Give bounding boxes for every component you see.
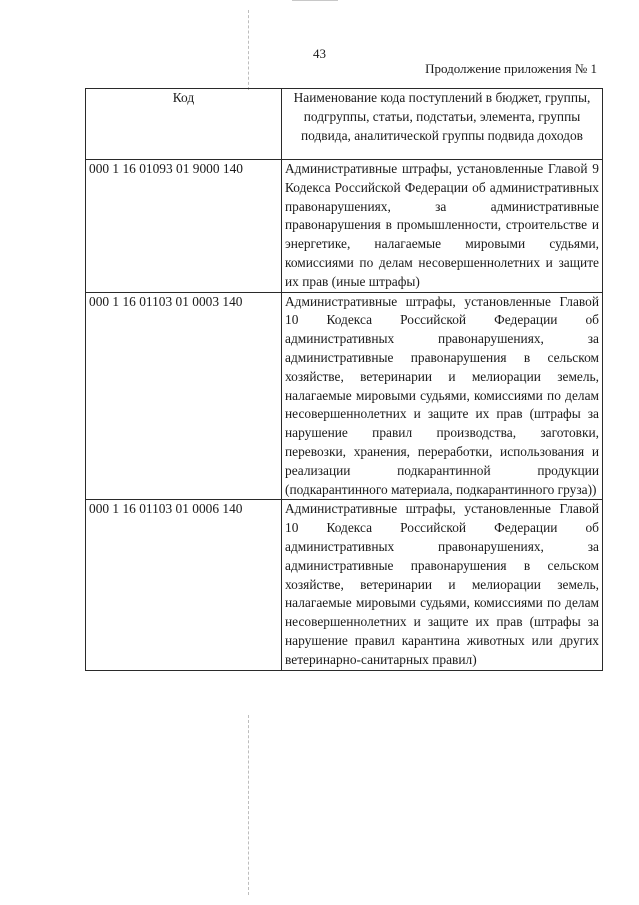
column-header-name: Наименование кода поступлений в бюджет, группы, подгруппы, статьи, подстатьи, элемента, группы подвида, аналитической группы подвида доходов	[282, 89, 603, 160]
table-row	[86, 500, 603, 670]
table-row	[86, 160, 603, 293]
row-description: Административные штрафы, установленные Главой 10 Кодекса Российской Федерации об административных правонарушениях, за административные правонарушения в сельском хозяйстве, ветеринарии и мелиорации земель, налагаемые мировыми судьями, комиссиями по делам несовершеннолетних и защите их прав (штрафы за нарушение правил карантина животных или других ветеринарно-санитарных правил)	[282, 500, 603, 670]
table-row	[86, 292, 603, 500]
row-code: 000 1 16 01103 01 0003 140	[86, 292, 282, 500]
row-code: 000 1 16 01093 01 9000 140	[86, 160, 282, 293]
row-code: 000 1 16 01103 01 0006 140	[86, 500, 282, 670]
row-description: Административные штрафы, установленные Главой 10 Кодекса Российской Федерации об административных правонарушениях, за административные правонарушения в сельском хозяйстве, ветеринарии и мелиорации земель, налагаемые мировыми судьями, комиссиями по делам несовершеннолетних и защите их прав (штрафы за нарушение правил производства, заготовки, перевозки, хранения, переработки, использования и реализации подкарантинной продукции (подкарантинного материала, подкарантинного груза))	[282, 292, 603, 500]
row-description: Административные штрафы, установленные Главой 9 Кодекса Российской Федерации об административных правонарушениях, за административные правонарушения в промышленности, строительстве и энергетике, налагаемые мировыми судьями, комиссиями по делам несовершеннолетних и защите их прав (иные штрафы)	[282, 160, 603, 293]
scan-artifact-line-lower	[248, 715, 249, 895]
scan-artifact-top	[292, 0, 338, 1]
page-number: 43	[313, 46, 326, 61]
appendix-continuation-note: Продолжение приложения № 1	[425, 61, 597, 76]
table-header-row	[86, 89, 603, 160]
revenue-codes-table	[85, 88, 603, 671]
column-header-code: Код	[86, 89, 282, 160]
